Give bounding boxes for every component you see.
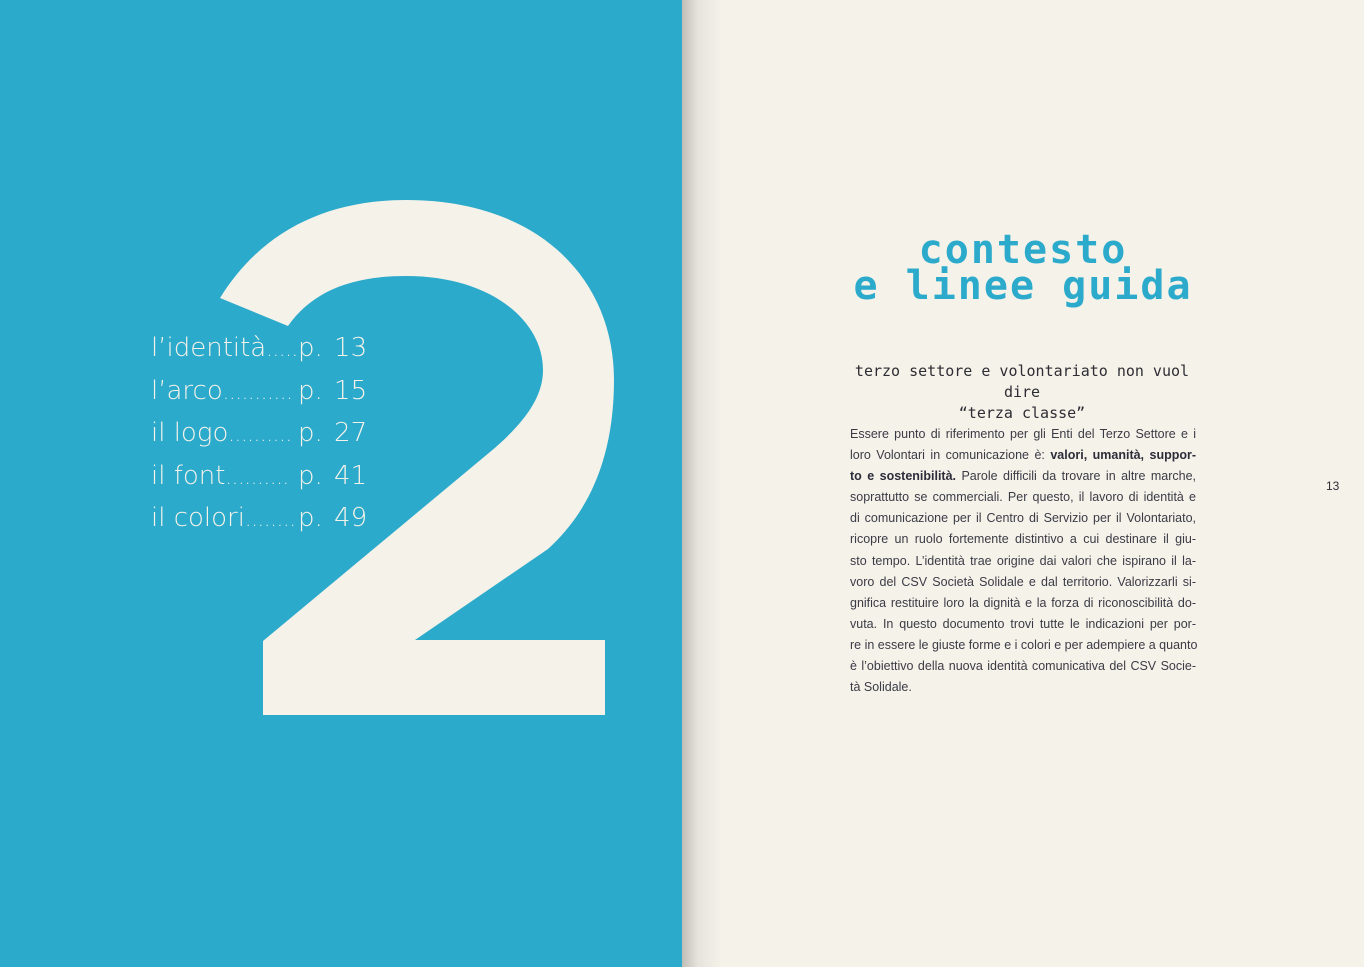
body-line: vuta. In questo documento trovi tutte le indicazioni per por- bbox=[850, 616, 1196, 631]
chapter-title-line-2: e linee guida bbox=[853, 263, 1193, 309]
toc-item-arco[interactable] bbox=[151, 376, 367, 419]
body-line: Essere punto di riferimento per gli Enti del Terzo Settore e i bbox=[850, 427, 1196, 441]
toc-dots: .......... bbox=[228, 422, 292, 446]
toc-dots: ..... bbox=[266, 337, 299, 361]
toc-page-number: 13 bbox=[334, 333, 368, 363]
toc-dots: ........ bbox=[244, 507, 296, 531]
chapter-title-line-1: contesto bbox=[918, 227, 1128, 273]
body-line: sto tempo. L’identità trae origine dai valori che ispirano il la- bbox=[850, 553, 1196, 568]
toc-label: il logo bbox=[151, 418, 229, 448]
body-line bbox=[850, 445, 1196, 466]
body-text-segment: Parole difficili da trovare in altre marche, bbox=[956, 469, 1196, 484]
toc-page-number: 27 bbox=[334, 418, 368, 448]
body-line: gnifica restituire loro la dignità e la forza di riconoscibilità do- bbox=[850, 595, 1196, 610]
page-number: 13 bbox=[1326, 479, 1340, 493]
right-page bbox=[682, 0, 1364, 967]
toc-page-number: 49 bbox=[334, 503, 368, 533]
toc-label: il font bbox=[151, 460, 226, 491]
subtitle-line-1: terzo settore e volontariato non vuol dire bbox=[854, 362, 1190, 401]
body-bold-values: to e sostenibilità. bbox=[850, 469, 957, 484]
body-line: re in essere le giuste forme e i colori e per adempiere a quanto bbox=[850, 637, 1198, 652]
toc-item-font[interactable] bbox=[151, 461, 367, 504]
body-bold-values: valori, umanità, suppor- bbox=[1050, 448, 1197, 463]
toc-page-prefix: p. bbox=[298, 333, 323, 363]
body-line: voro del CSV Società Solidale e dal territorio. Valorizzarli si- bbox=[850, 574, 1196, 589]
body-line: è l’obiettivo della nuova identità comunicativa del CSV Socie- bbox=[850, 659, 1196, 674]
toc-page-prefix: p. bbox=[298, 503, 323, 533]
toc-label: l’arco bbox=[151, 375, 223, 406]
toc-page-number: 41 bbox=[334, 460, 368, 491]
body-paragraph bbox=[850, 424, 1196, 698]
toc-page-number: 15 bbox=[334, 375, 368, 406]
toc-page-prefix: p. bbox=[298, 375, 323, 406]
body-line: di comunicazione per il Centro di Servizio per il Volontariato, bbox=[850, 511, 1196, 526]
toc-page-prefix: p. bbox=[298, 418, 323, 448]
toc-item-logo[interactable] bbox=[151, 418, 367, 461]
toc-item-identita[interactable] bbox=[151, 333, 367, 376]
toc-page-prefix: p. bbox=[298, 460, 323, 491]
toc-label: il colori bbox=[151, 503, 245, 533]
body-line: ricopre un ruolo fortemente distintivo a cui destinare il giu- bbox=[850, 532, 1196, 547]
table-of-contents bbox=[151, 333, 367, 546]
toc-dots: ........... bbox=[222, 379, 293, 404]
toc-item-colori[interactable] bbox=[151, 503, 367, 546]
toc-label: l’identità bbox=[151, 333, 267, 363]
body-line: tà Solidale. bbox=[850, 680, 912, 695]
body-line bbox=[850, 466, 1196, 487]
subtitle-line-2: “terza classe” bbox=[958, 404, 1086, 422]
chapter-title bbox=[682, 227, 1364, 309]
body-text-segment: loro Volontari in comunicazione è: bbox=[850, 448, 1051, 463]
body-line: soprattutto se commerciali. Per questo, il lavoro di identità e bbox=[850, 490, 1196, 505]
toc-dots: .......... bbox=[225, 464, 290, 489]
chapter-subtitle bbox=[842, 361, 1202, 424]
